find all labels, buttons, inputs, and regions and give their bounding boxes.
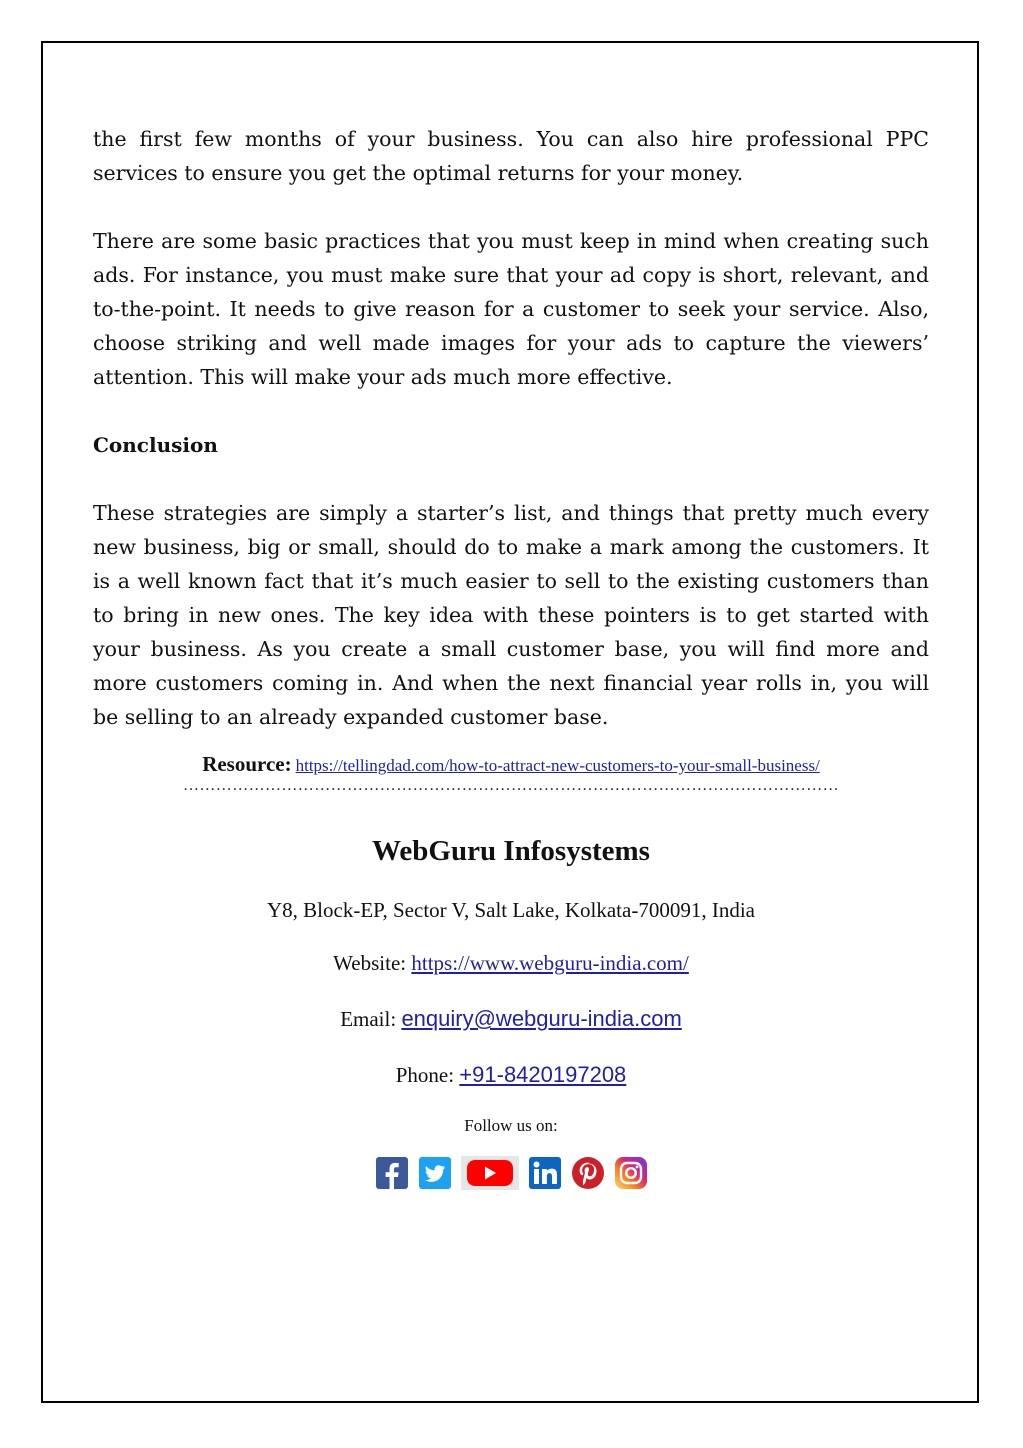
website-label: Website: <box>333 951 407 975</box>
linkedin-icon[interactable] <box>528 1156 562 1190</box>
twitter-icon[interactable] <box>418 1156 452 1190</box>
email-link[interactable]: enquiry@webguru-india.com <box>401 1006 682 1031</box>
instagram-icon[interactable] <box>614 1156 648 1190</box>
website-row <box>93 951 929 976</box>
phone-label: Phone: <box>395 1063 455 1087</box>
youtube-icon[interactable] <box>461 1156 519 1190</box>
dotted-separator: ………………………………………………………………………………………………………… <box>183 777 839 794</box>
phone-link[interactable]: +91-8420197208 <box>459 1062 627 1087</box>
website-link[interactable]: https://www.webguru-india.com/ <box>411 951 689 975</box>
conclusion-heading: Conclusion <box>93 433 218 457</box>
paragraph-ad-practices: There are some basic practices that you must keep in mind when creating such ads. For instance, you must make sure that your ad copy is short, relevant, and to-the-point. It needs to give reason for a customer to seek your service. Also, choose striking and well made images for your ads to capture the viewers’ attention. This will make your ads much more effective. <box>93 229 929 389</box>
social-icons <box>93 1156 929 1190</box>
company-name: WebGuru Infosystems <box>372 835 650 867</box>
resource-label: Resource: <box>202 752 292 776</box>
paragraph-conclusion: These strategies are simply a starter’s list, and things that pretty much every new business, big or small, should do to make a mark among the customers. It is a well known fact that it’s much easier to sell to the existing customers than to bring in new ones. The key idea with these pointers is to get started with your business. As you create a small customer base, you will find more and more customers coming in. And when the next financial year rolls in, you will be selling to an already expanded customer base. <box>93 501 929 729</box>
pinterest-icon[interactable] <box>571 1156 605 1190</box>
phone-row <box>93 1062 929 1088</box>
document-body <box>93 122 929 1190</box>
company-address: Y8, Block-EP, Sector V, Salt Lake, Kolkata-700091, India <box>267 898 755 922</box>
resource-line <box>93 752 929 777</box>
email-row <box>93 1006 929 1032</box>
facebook-icon[interactable] <box>375 1156 409 1190</box>
paragraph-ppc: the first few months of your business. You can also hire professional PPC services to ensure you get the optimal returns for your money. <box>93 127 929 185</box>
follow-us-label: Follow us on: <box>464 1116 558 1135</box>
email-label: Email: <box>340 1007 397 1031</box>
resource-link[interactable]: https://tellingdad.com/how-to-attract-new-customers-to-your-small-business/ <box>295 756 820 775</box>
